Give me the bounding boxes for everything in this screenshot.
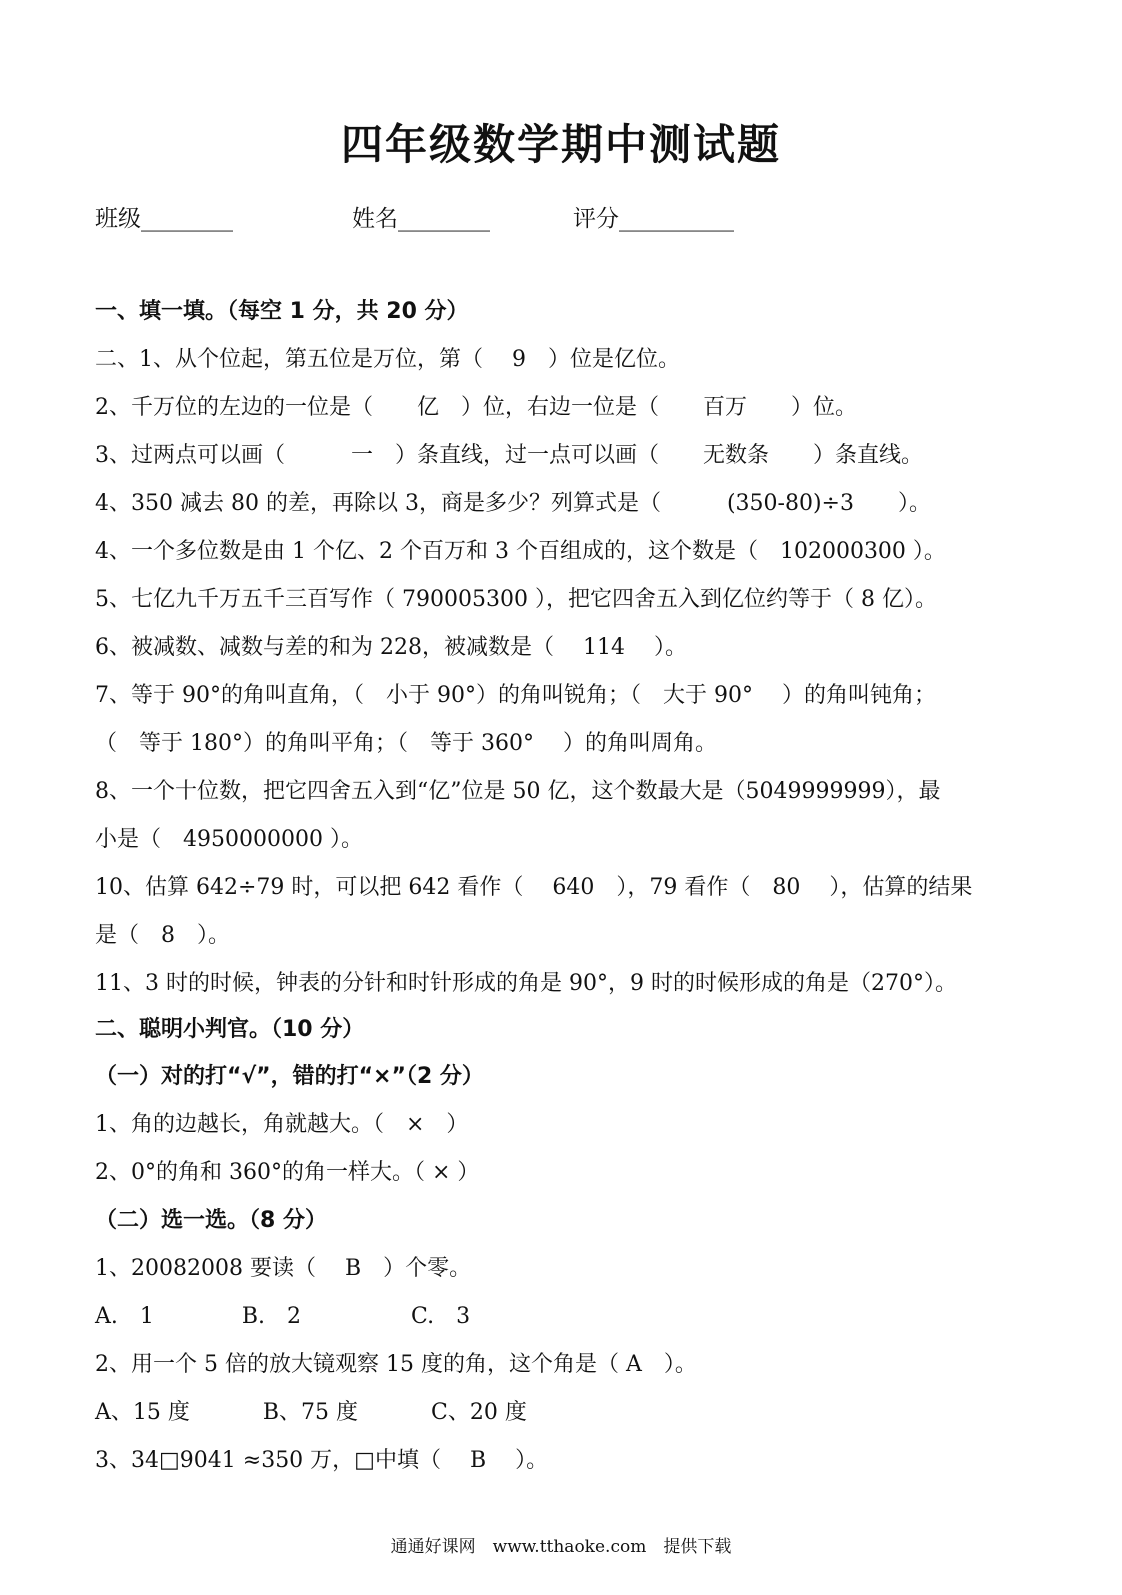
answer-options: A. 1 B. 2 C. 3 <box>95 1304 471 1329</box>
question-line: 1、角的边越长，角就越大。（ × ） <box>95 1112 469 1137</box>
question-line: 3、34□9041 ≈350 万，□中填（ B ）。 <box>95 1448 549 1473</box>
question-line: 是（ 8 ）。 <box>95 923 230 948</box>
question-line: 1、20082008 要读（ B ）个零。 <box>95 1256 472 1281</box>
page-title: 四年级数学期中测试题 <box>340 120 781 169</box>
question-line: 2、千万位的左边的一位是（ 亿 ）位，右边一位是（ 百万 ）位。 <box>95 395 857 420</box>
question-line: （ 等于 180°）的角叫平角；（ 等于 360° ）的角叫周角。 <box>95 731 717 756</box>
question-line: 7、等于 90°的角叫直角，（ 小于 90°）的角叫锐角；（ 大于 90° ）的角叫钝角； <box>95 683 936 708</box>
question-line: 4、350 减去 80 的差，再除以 3，商是多少？列算式是（ (350-80)÷3 ）。 <box>95 491 931 516</box>
footer-credit: 通通好课网 www.tthaoke.com 提供下载 <box>390 1537 732 1557</box>
answer-options: A、15 度 B、75 度 C、20 度 <box>95 1400 527 1425</box>
class-field: 班级________ <box>95 206 233 232</box>
name-field: 姓名________ <box>352 206 490 232</box>
question-line: 10、估算 642÷79 时，可以把 642 看作（ 640 ），79 看作（ 80 ），估算的结果 <box>95 875 973 900</box>
question-line: 2、用一个 5 倍的放大镜观察 15 度的角，这个角是（ A ）。 <box>95 1352 697 1377</box>
section-1-heading: 一、填一填。（每空 1 分，共 20 分） <box>95 299 469 324</box>
question-line: 小是（ 4950000000 ）。 <box>95 827 363 852</box>
question-line: 6、被减数、减数与差的和为 228，被减数是（ 114 ）。 <box>95 635 687 660</box>
subsection-heading: （一）对的打“√”，错的打“×”（2 分） <box>95 1064 484 1089</box>
score-field: 评分__________ <box>573 206 734 232</box>
question-line: 5、七亿九千万五千三百写作（ 790005300 ），把它四舍五入到亿位约等于（ 8 亿）。 <box>95 587 937 612</box>
question-line: 二、1、从个位起，第五位是万位，第（ 9 ）位是亿位。 <box>95 347 680 372</box>
question-line: 4、一个多位数是由 1 个亿、2 个百万和 3 个百组成的，这个数是（ 102000300 ）。 <box>95 539 946 564</box>
question-line: 8、一个十位数，把它四舍五入到“亿”位是 50 亿，这个数最大是（5049999999），最 <box>95 779 941 804</box>
question-line: 3、过两点可以画（ 一 ）条直线，过一点可以画（ 无数条 ）条直线。 <box>95 443 923 468</box>
question-line: 11、3 时的时候，钟表的分针和时针形成的角是 90°，9 时的时候形成的角是（270°）。 <box>95 971 957 996</box>
subsection-heading: （二）选一选。（8 分） <box>95 1208 327 1233</box>
question-line: 2、0°的角和 360°的角一样大。（ × ） <box>95 1160 480 1185</box>
section-2-heading: 二、聪明小判官。（10 分） <box>95 1017 365 1042</box>
